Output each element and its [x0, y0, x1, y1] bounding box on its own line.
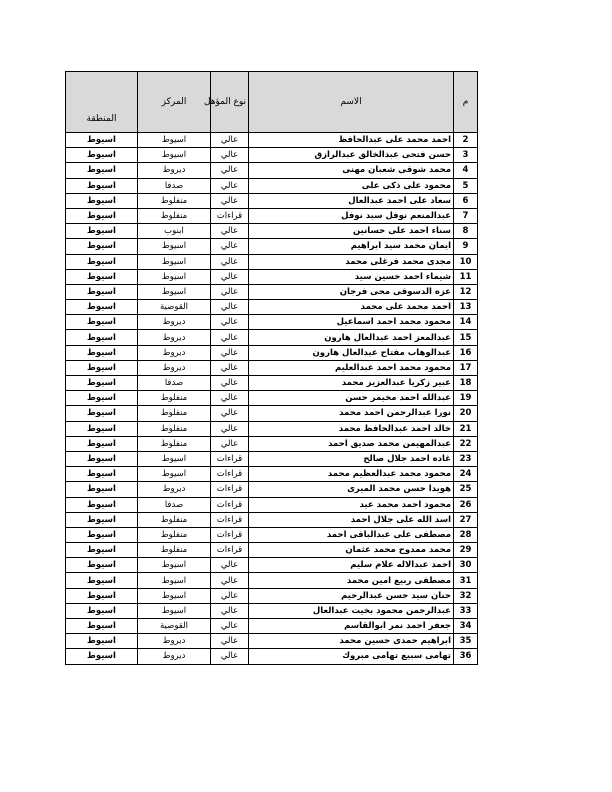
cell-qualification: عالي — [211, 436, 249, 451]
table-row — [66, 376, 478, 391]
cell-num: 13 — [454, 300, 478, 315]
cell-qualification: عالي — [211, 360, 249, 375]
cell-region: اسيوط — [66, 406, 138, 421]
cell-region: اسيوط — [66, 497, 138, 512]
cell-qualification: عالي — [211, 133, 249, 148]
table-row — [66, 467, 478, 482]
cell-region: اسيوط — [66, 391, 138, 406]
cell-name: عبدالمعز احمد عبدالعال هارون — [249, 330, 454, 345]
cell-name: مجدى محمد فرغلى محمد — [249, 254, 454, 269]
cell-name: سعاد على احمد عبدالعال — [249, 193, 454, 208]
table-row — [66, 558, 478, 573]
header-region: المنطقة — [66, 72, 138, 133]
cell-name: عبدالمنعم نوفل سيد نوفل — [249, 208, 454, 223]
table-row — [66, 527, 478, 542]
table-row — [66, 436, 478, 451]
table-row — [66, 254, 478, 269]
header-qualification: نوع المؤهل — [211, 72, 249, 133]
cell-center: اسيوط — [138, 254, 211, 269]
cell-qualification: عالي — [211, 315, 249, 330]
cell-name: تهامى سبيع تهامى مبروك — [249, 649, 454, 664]
cell-qualification: عالي — [211, 178, 249, 193]
cell-qualification: قراءات — [211, 527, 249, 542]
cell-region: اسيوط — [66, 543, 138, 558]
cell-center: اسيوط — [138, 573, 211, 588]
cell-region: اسيوط — [66, 512, 138, 527]
roster-table — [65, 71, 478, 665]
cell-num: 6 — [454, 193, 478, 208]
cell-center: ابنوب — [138, 224, 211, 239]
cell-center: اسيوط — [138, 133, 211, 148]
cell-center: اسيوط — [138, 467, 211, 482]
cell-name: محمد ممدوح محمد عثمان — [249, 543, 454, 558]
table-row — [66, 634, 478, 649]
cell-name: نورا عبدالرحمن احمد محمد — [249, 406, 454, 421]
cell-qualification: عالي — [211, 345, 249, 360]
cell-name: شيماء احمد حسين سيد — [249, 269, 454, 284]
cell-center: ديروط — [138, 315, 211, 330]
cell-region: اسيوط — [66, 360, 138, 375]
cell-region: اسيوط — [66, 330, 138, 345]
cell-center: اسيوط — [138, 451, 211, 466]
cell-region: اسيوط — [66, 467, 138, 482]
cell-center: القوصية — [138, 300, 211, 315]
table-row — [66, 451, 478, 466]
table-row — [66, 133, 478, 148]
table-row — [66, 300, 478, 315]
cell-qualification: عالي — [211, 588, 249, 603]
cell-qualification: عالي — [211, 269, 249, 284]
cell-qualification: قراءات — [211, 451, 249, 466]
cell-num: 4 — [454, 163, 478, 178]
cell-center: اسيوط — [138, 269, 211, 284]
table-row — [66, 391, 478, 406]
cell-center: ديروط — [138, 634, 211, 649]
cell-qualification: عالي — [211, 239, 249, 254]
cell-name: محمود محمد عبدالعظيم محمد — [249, 467, 454, 482]
table-row — [66, 543, 478, 558]
cell-num: 5 — [454, 178, 478, 193]
header-num: م — [454, 72, 478, 133]
cell-num: 17 — [454, 360, 478, 375]
table-row — [66, 649, 478, 664]
cell-center: اسيوط — [138, 148, 211, 163]
cell-num: 16 — [454, 345, 478, 360]
cell-region: اسيوط — [66, 300, 138, 315]
cell-num: 25 — [454, 482, 478, 497]
cell-center: منفلوط — [138, 543, 211, 558]
cell-region: اسيوط — [66, 315, 138, 330]
cell-qualification: قراءات — [211, 512, 249, 527]
cell-region: اسيوط — [66, 376, 138, 391]
cell-name: هويدا حسن محمد الميرى — [249, 482, 454, 497]
cell-num: 35 — [454, 634, 478, 649]
cell-name: ايمان محمد سيد ابراهيم — [249, 239, 454, 254]
cell-num: 14 — [454, 315, 478, 330]
cell-center: اسيوط — [138, 603, 211, 618]
cell-name: غاده احمد جلال صالح — [249, 451, 454, 466]
cell-num: 30 — [454, 558, 478, 573]
cell-region: اسيوط — [66, 254, 138, 269]
cell-region: اسيوط — [66, 527, 138, 542]
header-name: الاسم — [249, 72, 454, 133]
cell-center: ديروط — [138, 482, 211, 497]
table-row — [66, 497, 478, 512]
cell-center: ديروط — [138, 345, 211, 360]
table-row — [66, 421, 478, 436]
cell-num: 9 — [454, 239, 478, 254]
cell-qualification: عالي — [211, 376, 249, 391]
cell-name: احمد عبدالاله علام سليم — [249, 558, 454, 573]
table-row — [66, 573, 478, 588]
cell-name: عزه الدسوقى محى فرجان — [249, 284, 454, 299]
cell-name: حسن فتحى عبدالخالق عبدالرازق — [249, 148, 454, 163]
cell-name: عبدالمهيمن محمد صديق احمد — [249, 436, 454, 451]
table-body — [66, 133, 478, 665]
cell-qualification: عالي — [211, 193, 249, 208]
header-center: المركز — [138, 72, 211, 133]
cell-name: محمود محمد احمد اسماعيل — [249, 315, 454, 330]
cell-region: اسيوط — [66, 269, 138, 284]
table-row — [66, 224, 478, 239]
cell-num: 24 — [454, 467, 478, 482]
cell-region: اسيوط — [66, 436, 138, 451]
cell-qualification: عالي — [211, 421, 249, 436]
header-row — [66, 72, 478, 133]
cell-region: اسيوط — [66, 163, 138, 178]
cell-name: مصطفى على عبدالباقى احمد — [249, 527, 454, 542]
cell-region: اسيوط — [66, 603, 138, 618]
cell-qualification: عالي — [211, 619, 249, 634]
table-row — [66, 512, 478, 527]
cell-num: 22 — [454, 436, 478, 451]
cell-region: اسيوط — [66, 239, 138, 254]
table-row — [66, 163, 478, 178]
cell-center: منفلوط — [138, 391, 211, 406]
cell-num: 36 — [454, 649, 478, 664]
cell-center: منفلوط — [138, 421, 211, 436]
cell-num: 34 — [454, 619, 478, 634]
cell-name: حنان سيد حسن عبدالرحيم — [249, 588, 454, 603]
cell-qualification: قراءات — [211, 208, 249, 223]
cell-qualification: عالي — [211, 254, 249, 269]
cell-qualification: عالي — [211, 300, 249, 315]
table-row — [66, 284, 478, 299]
table-row — [66, 619, 478, 634]
cell-qualification: عالي — [211, 558, 249, 573]
cell-region: اسيوط — [66, 345, 138, 360]
cell-qualification: عالي — [211, 634, 249, 649]
cell-center: ديروط — [138, 330, 211, 345]
cell-num: 8 — [454, 224, 478, 239]
cell-region: اسيوط — [66, 649, 138, 664]
cell-qualification: عالي — [211, 224, 249, 239]
cell-num: 3 — [454, 148, 478, 163]
table-row — [66, 239, 478, 254]
cell-region: اسيوط — [66, 634, 138, 649]
cell-region: اسيوط — [66, 451, 138, 466]
cell-center: منفلوط — [138, 193, 211, 208]
table-row — [66, 345, 478, 360]
cell-name: عبدالله احمد مخيمر حسن — [249, 391, 454, 406]
cell-num: 32 — [454, 588, 478, 603]
cell-center: اسيوط — [138, 239, 211, 254]
table-row — [66, 330, 478, 345]
cell-num: 33 — [454, 603, 478, 618]
cell-qualification: قراءات — [211, 482, 249, 497]
cell-name: عبدالرحمن محمود بخيت عبدالعال — [249, 603, 454, 618]
cell-name: خالد احمد عبدالحافظ محمد — [249, 421, 454, 436]
cell-center: ديروط — [138, 360, 211, 375]
cell-name: عبدالوهاب مفتاح عبدالعال هارون — [249, 345, 454, 360]
cell-qualification: قراءات — [211, 467, 249, 482]
cell-name: محمود محمد احمد عبدالعليم — [249, 360, 454, 375]
cell-num: 27 — [454, 512, 478, 527]
cell-num: 12 — [454, 284, 478, 299]
cell-center: منفلوط — [138, 406, 211, 421]
cell-num: 28 — [454, 527, 478, 542]
cell-qualification: عالي — [211, 406, 249, 421]
table-row — [66, 315, 478, 330]
cell-qualification: عالي — [211, 649, 249, 664]
table-row — [66, 482, 478, 497]
cell-center: ديروط — [138, 649, 211, 664]
cell-center: صدفا — [138, 178, 211, 193]
cell-center: منفلوط — [138, 208, 211, 223]
cell-region: اسيوط — [66, 573, 138, 588]
cell-name: محمد شوقى شعبان مهنى — [249, 163, 454, 178]
cell-qualification: عالي — [211, 573, 249, 588]
cell-qualification: عالي — [211, 163, 249, 178]
cell-qualification: عالي — [211, 284, 249, 299]
cell-num: 23 — [454, 451, 478, 466]
cell-center: ديروط — [138, 163, 211, 178]
table-row — [66, 269, 478, 284]
cell-center: صدفا — [138, 497, 211, 512]
cell-num: 21 — [454, 421, 478, 436]
table-row — [66, 360, 478, 375]
cell-qualification: عالي — [211, 148, 249, 163]
table-row — [66, 148, 478, 163]
cell-region: اسيوط — [66, 558, 138, 573]
cell-num: 18 — [454, 376, 478, 391]
cell-qualification: عالي — [211, 330, 249, 345]
cell-region: اسيوط — [66, 482, 138, 497]
cell-region: اسيوط — [66, 619, 138, 634]
table-row — [66, 208, 478, 223]
cell-name: سناء احمد على حسانين — [249, 224, 454, 239]
cell-num: 7 — [454, 208, 478, 223]
cell-num: 15 — [454, 330, 478, 345]
cell-qualification: قراءات — [211, 543, 249, 558]
cell-region: اسيوط — [66, 284, 138, 299]
cell-region: اسيوط — [66, 208, 138, 223]
cell-qualification: عالي — [211, 603, 249, 618]
cell-center: اسيوط — [138, 588, 211, 603]
table-row — [66, 178, 478, 193]
cell-num: 26 — [454, 497, 478, 512]
cell-region: اسيوط — [66, 588, 138, 603]
cell-name: اسد الله على جلال احمد — [249, 512, 454, 527]
cell-num: 10 — [454, 254, 478, 269]
cell-region: اسيوط — [66, 178, 138, 193]
table-row — [66, 603, 478, 618]
cell-region: اسيوط — [66, 133, 138, 148]
cell-num: 31 — [454, 573, 478, 588]
table-row — [66, 406, 478, 421]
cell-center: منفلوط — [138, 436, 211, 451]
cell-region: اسيوط — [66, 148, 138, 163]
cell-name: مصطفى ربيع امين محمد — [249, 573, 454, 588]
cell-num: 29 — [454, 543, 478, 558]
cell-center: منفلوط — [138, 527, 211, 542]
cell-center: اسيوط — [138, 558, 211, 573]
cell-center: صدفا — [138, 376, 211, 391]
cell-name: محمود احمد محمد عيد — [249, 497, 454, 512]
cell-region: اسيوط — [66, 224, 138, 239]
cell-qualification: قراءات — [211, 497, 249, 512]
table-row — [66, 193, 478, 208]
table-header — [66, 72, 478, 133]
cell-name: احمد محمد على عبدالحافظ — [249, 133, 454, 148]
cell-num: 2 — [454, 133, 478, 148]
cell-name: احمد محمد على محمد — [249, 300, 454, 315]
cell-name: محمود على ذكى على — [249, 178, 454, 193]
cell-num: 19 — [454, 391, 478, 406]
cell-center: اسيوط — [138, 284, 211, 299]
cell-region: اسيوط — [66, 193, 138, 208]
cell-region: اسيوط — [66, 421, 138, 436]
cell-num: 20 — [454, 406, 478, 421]
cell-name: عبير زكريا عبدالعزيز محمد — [249, 376, 454, 391]
table-row — [66, 588, 478, 603]
cell-name: ابراهيم حمدى حسين محمد — [249, 634, 454, 649]
cell-center: القوصية — [138, 619, 211, 634]
cell-name: جعفر احمد نمر ابوالقاسم — [249, 619, 454, 634]
cell-num: 11 — [454, 269, 478, 284]
cell-center: منفلوط — [138, 512, 211, 527]
cell-qualification: عالي — [211, 391, 249, 406]
